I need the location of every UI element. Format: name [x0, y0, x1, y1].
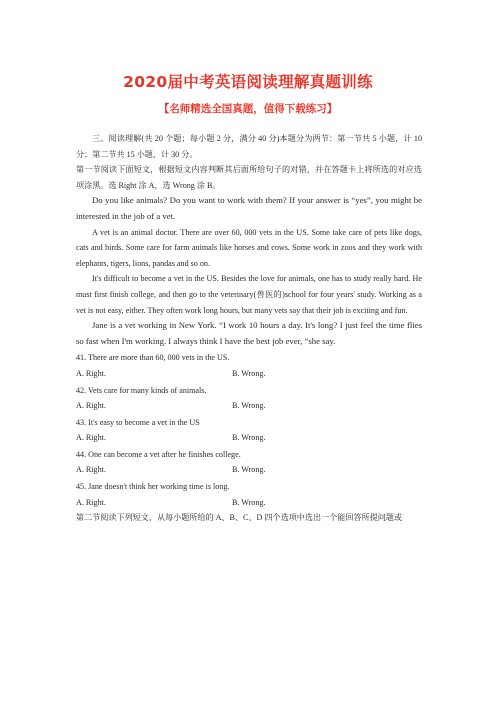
passage-paragraph: Jane is a vet working in New York. “I work 10 hours a day. It's long? I just feel the time flies so fast when I'm working. I always think I have the best job ever, ”she say.	[76, 320, 422, 346]
option-b: B. Wrong.	[232, 401, 266, 411]
question-options	[76, 430, 422, 446]
option-a: A. Right.	[76, 497, 106, 507]
page-subtitle: 【名师精选全国真题，值得下载练习】	[158, 103, 338, 115]
passage-paragraph: A vet is an animal doctor. There are over 60, 000 vets in the US. Some take care of pets like dogs, cats and birds. Some care for farm animals like horses and cows. Some work in zoos and they work with elephants, tigers, lions, pandas and so on.	[76, 227, 422, 268]
question-options	[76, 495, 422, 511]
question-text: 41. There are more than 60, 000 vets in the US.	[76, 353, 230, 363]
question-options	[76, 462, 422, 478]
option-b: B. Wrong.	[232, 465, 266, 475]
option-b: B. Wrong.	[232, 497, 266, 507]
section1-instructions: 第一节阅读下面短文，根据短文内容判断其后面所给句子的对错，并在答题卡上将所选的对应选项涂黑。选 Right 涂 A，选 Wrong 涂 B。	[76, 165, 422, 190]
option-a: A. Right.	[76, 401, 106, 411]
question-text: 45. Jane doesn't think her working time is long.	[76, 482, 230, 492]
option-a: A. Right.	[76, 368, 106, 378]
question-text: 42. Vets care for many kinds of animals.	[76, 385, 207, 395]
section2-instructions: 第二节阅读下列短文，从每小题所给的 A、B、C、D 四个选项中选出一个能回答所提问题或	[76, 513, 403, 523]
part-instructions: 三、阅读理解(共 20 个题；每小题 2 分，满分 40 分)本题分为两节：第一节共 5 小题，计 10 分；第二节共 15 小题，计 30 分。	[76, 134, 422, 159]
question-options	[76, 366, 422, 382]
option-b: B. Wrong.	[232, 368, 266, 378]
passage-paragraph: Do you like animals? Do you want to work with them? If your answer is “yes”, you might be interested in the job of a vet.	[76, 195, 422, 221]
option-a: A. Right.	[76, 465, 106, 475]
option-b: B. Wrong.	[232, 433, 266, 443]
page-title: 2020届中考英语阅读理解真题训练	[123, 73, 373, 91]
option-a: A. Right.	[76, 433, 106, 443]
question-text: 44. One can become a vet after he finishes college.	[76, 449, 241, 459]
question-options	[76, 398, 422, 414]
passage-paragraph: It's difficult to become a vet in the US. Besides the love for animals, one has to study really hard. He must first finish college, and then go to the veterinary(兽医的)school for four years' study. Working as a vet is not easy, either. They often work long hours, but many vets say that their job is exciting and fun.	[76, 274, 422, 315]
document-body	[76, 131, 422, 526]
question-text: 43. It's easy to become a vet in the US	[76, 417, 200, 427]
